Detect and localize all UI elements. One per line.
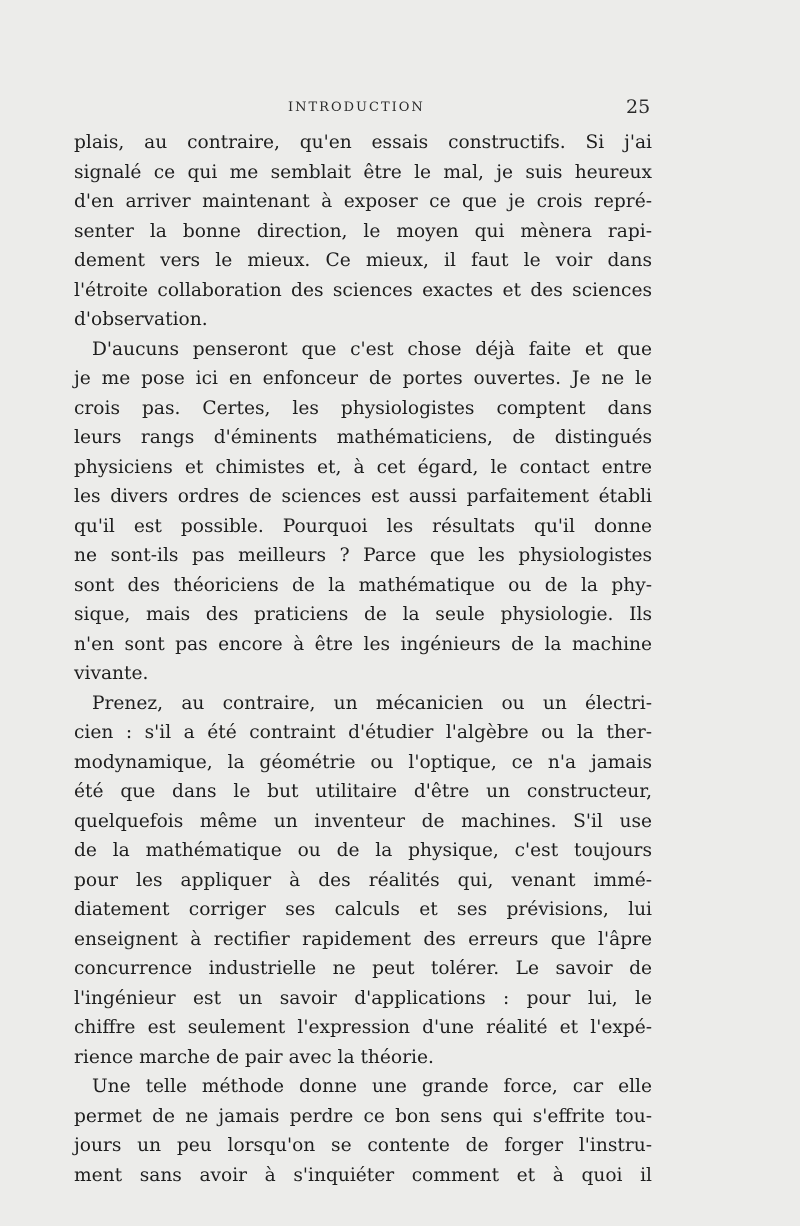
text-line: signalé ce qui me semblait être le mal, je suis heureux [74,161,652,183]
paragraph [74,689,652,1073]
text-line: permet de ne jamais perdre ce bon sens qui s'effrite tou- [74,1105,652,1127]
text-line: diatement corriger ses calculs et ses prévisions, lui [74,899,652,920]
text-line: d'observation. [74,309,208,330]
text-line: rience marche de pair avec la théorie. [74,1046,434,1068]
text-line: concurrence industrielle ne peut tolérer. Le savoir de [74,958,652,979]
text-line: chiffre est seulement l'expression d'une réalité et l'expé- [74,1017,652,1038]
running-head [0,96,800,120]
body-text [74,128,652,1190]
text-line: sont des théoriciens de la mathématique ou de la phy- [74,574,652,596]
text-line: quelquefois même un inventeur de machines. S'il use [74,810,652,832]
text-line: n'en sont pas encore à être les ingénieurs de la machine [74,633,652,655]
text-line: dement vers le mieux. Ce mieux, il faut le voir dans [74,250,652,271]
text-line: D'aucuns penseront que c'est chose déjà faite et que [92,338,652,360]
text-line: jours un peu lorsqu'on se contente de forger l'instru- [74,1135,652,1156]
text-line: enseignent à rectifier rapidement des erreurs que l'âpre [74,928,652,950]
text-line: vivante. [74,663,149,684]
text-line: Une telle méthode donne une grande force, car elle [92,1076,652,1097]
running-title: INTRODUCTION [288,100,425,115]
text-line: l'ingénieur est un savoir d'applications : pour lui, le [74,987,652,1009]
paragraph [74,335,652,689]
text-line: qu'il est possible. Pourquoi les résultats qu'il donne [74,515,652,537]
text-line: leurs rangs d'éminents mathématiciens, de distingués [74,427,652,448]
text-line: je me pose ici en enfonceur de portes ouvertes. Je ne le [74,368,652,389]
text-line: Prenez, au contraire, un mécanicien ou un électri- [92,692,652,714]
text-line: plais, au contraire, qu'en essais constructifs. Si j'ai [74,132,652,153]
text-line: d'en arriver maintenant à exposer ce que je crois repré- [74,191,652,212]
text-line: de la mathématique ou de la physique, c'est toujours [74,840,652,861]
text-line: physiciens et chimistes et, à cet égard, le contact entre [74,456,652,478]
text-line: ment sans avoir à s'inquiéter comment et à quoi il [74,1164,652,1186]
text-line: l'étroite collaboration des sciences exactes et des sciences [74,279,652,301]
text-line: crois pas. Certes, les physiologistes comptent dans [74,397,652,419]
paragraph [74,128,652,335]
text-line: été que dans le but utilitaire d'être un constructeur, [74,781,652,802]
text-line: sique, mais des praticiens de la seule physiologie. Ils [74,604,652,625]
text-line: ne sont-ils pas meilleurs ? Parce que les physiologistes [74,545,652,566]
paragraph [74,1072,652,1190]
text-line: senter la bonne direction, le moyen qui mènera rapi- [74,220,652,242]
text-line: cien : s'il a été contraint d'étudier l'algèbre ou la ther- [74,722,652,743]
page-number: 25 [626,96,651,118]
text-line: les divers ordres de sciences est aussi parfaitement établi [74,486,652,507]
text-line: modynamique, la géométrie ou l'optique, ce n'a jamais [74,751,652,773]
text-line: pour les appliquer à des réalités qui, venant immé- [74,869,652,891]
